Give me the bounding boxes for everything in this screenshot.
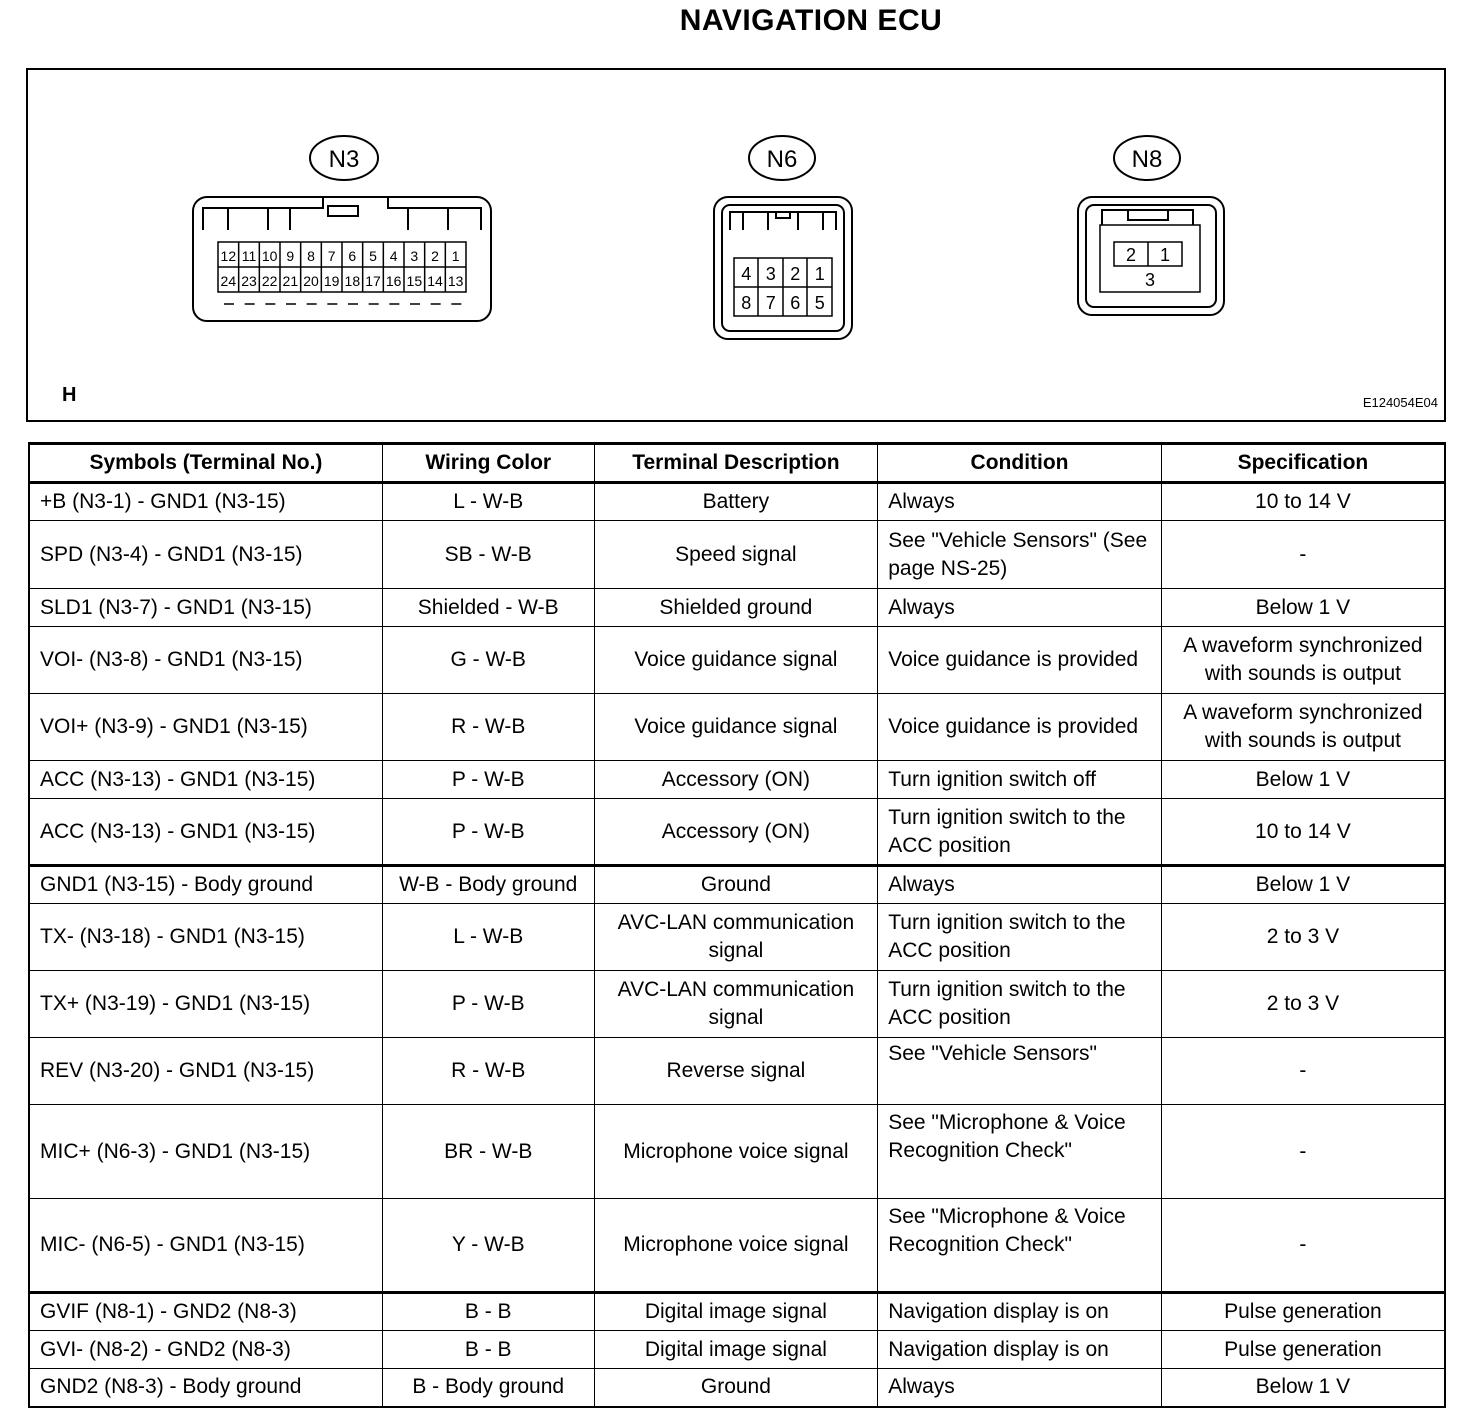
- terminal-description-cell: Reverse signal: [594, 1038, 878, 1105]
- specification-cell: Below 1 V: [1161, 866, 1445, 904]
- wiring-color-cell: B - B: [382, 1331, 594, 1369]
- pin-number: 8: [307, 248, 315, 264]
- pin-number: 1: [814, 264, 825, 284]
- pin-number: 8: [741, 293, 752, 313]
- column-header: Symbols (Terminal No.): [29, 444, 382, 483]
- symbol-cell: GVIF (N8-1) - GND2 (N8-3): [29, 1293, 382, 1331]
- symbol-cell: VOI- (N3-8) - GND1 (N3-15): [29, 627, 382, 694]
- wiring-color-cell: L - W-B: [382, 904, 594, 971]
- terminal-description-cell: Battery: [594, 483, 878, 521]
- pin-number: 5: [369, 248, 377, 264]
- pin-number: 3: [410, 248, 419, 264]
- wiring-color-cell: B - B: [382, 1293, 594, 1331]
- condition-cell: See "Microphone & Voice Recognition Check": [878, 1199, 1162, 1293]
- wiring-color-cell: P - W-B: [382, 971, 594, 1038]
- pin-number: 12: [220, 248, 237, 264]
- symbol-cell: VOI+ (N3-9) - GND1 (N3-15): [29, 694, 382, 761]
- figure-code: E124054E04: [1362, 395, 1438, 410]
- condition-cell: Navigation display is on: [878, 1331, 1162, 1369]
- symbol-cell: ACC (N3-13) - GND1 (N3-15): [29, 761, 382, 799]
- pin-number: 5: [814, 293, 825, 313]
- wiring-color-cell: BR - W-B: [382, 1105, 594, 1199]
- connector-label-n6: N6: [766, 146, 798, 173]
- specification-cell: A waveform synchronized with sounds is output: [1161, 694, 1445, 761]
- specification-cell: -: [1161, 1038, 1445, 1105]
- pin-number: 13: [447, 273, 464, 289]
- wiring-color-cell: Shielded - W-B: [382, 589, 594, 627]
- table-row: [29, 1105, 1445, 1199]
- pin-number: 10: [261, 248, 278, 264]
- condition-cell: Turn ignition switch to the ACC position: [878, 904, 1162, 971]
- symbol-cell: TX- (N3-18) - GND1 (N3-15): [29, 904, 382, 971]
- condition-cell: See "Vehicle Sensors": [878, 1038, 1162, 1105]
- pin-number: 21: [282, 273, 299, 289]
- terminal-description-cell: Voice guidance signal: [594, 694, 878, 761]
- terminal-description-cell: Accessory (ON): [594, 799, 878, 866]
- pin-number: 9: [286, 248, 295, 264]
- pin-number: 1: [1159, 245, 1171, 265]
- table-row: [29, 1038, 1445, 1105]
- table-row: [29, 483, 1445, 521]
- connector-label-n3: N3: [328, 146, 360, 173]
- pin-number: 11: [241, 248, 257, 264]
- column-header: Specification: [1161, 444, 1445, 483]
- table-row: [29, 904, 1445, 971]
- connector-diagram-svg: [28, 70, 1444, 420]
- terminal-table: [28, 442, 1446, 1408]
- condition-cell: See "Microphone & Voice Recognition Check": [878, 1105, 1162, 1199]
- condition-cell: Always: [878, 589, 1162, 627]
- pin-number: 7: [765, 293, 776, 313]
- pin-number: 6: [790, 293, 801, 313]
- table-row: [29, 799, 1445, 866]
- condition-cell: Voice guidance is provided: [878, 694, 1162, 761]
- specification-cell: 2 to 3 V: [1161, 971, 1445, 1038]
- specification-cell: -: [1161, 521, 1445, 589]
- pin-number: 19: [323, 273, 340, 289]
- wiring-color-cell: L - W-B: [382, 483, 594, 521]
- wiring-color-cell: R - W-B: [382, 694, 594, 761]
- pin-number: 18: [344, 273, 361, 289]
- pin-number: 23: [241, 273, 257, 289]
- column-header: Condition: [878, 444, 1162, 483]
- connector-diagram: [26, 68, 1446, 422]
- wiring-color-cell: P - W-B: [382, 799, 594, 866]
- symbol-cell: MIC+ (N6-3) - GND1 (N3-15): [29, 1105, 382, 1199]
- specification-cell: Below 1 V: [1161, 1369, 1445, 1407]
- terminal-description-cell: Microphone voice signal: [594, 1105, 878, 1199]
- table-row: [29, 589, 1445, 627]
- wiring-color-cell: P - W-B: [382, 761, 594, 799]
- page-title: NAVIGATION ECU: [679, 4, 943, 37]
- condition-cell: Turn ignition switch to the ACC position: [878, 971, 1162, 1038]
- symbol-cell: ACC (N3-13) - GND1 (N3-15): [29, 799, 382, 866]
- table-row: [29, 1331, 1445, 1369]
- terminal-description-cell: Shielded ground: [594, 589, 878, 627]
- pin-number: 2: [431, 248, 439, 264]
- condition-cell: Navigation display is on: [878, 1293, 1162, 1331]
- pin-number: 6: [348, 248, 357, 264]
- terminal-description-cell: Digital image signal: [594, 1331, 878, 1369]
- specification-cell: 10 to 14 V: [1161, 483, 1445, 521]
- terminal-description-cell: AVC-LAN communication signal: [594, 904, 878, 971]
- table-row: [29, 761, 1445, 799]
- pin-number: 4: [741, 264, 752, 284]
- pin-number: 16: [385, 273, 402, 289]
- wiring-color-cell: B - Body ground: [382, 1369, 594, 1407]
- condition-cell: Turn ignition switch off: [878, 761, 1162, 799]
- terminal-description-cell: Ground: [594, 1369, 878, 1407]
- pin-number: 15: [406, 273, 423, 289]
- view-code: H: [62, 384, 77, 406]
- specification-cell: A waveform synchronized with sounds is output: [1161, 627, 1445, 694]
- wiring-color-cell: Y - W-B: [382, 1199, 594, 1293]
- pin-number: 4: [389, 248, 398, 264]
- symbol-cell: GND2 (N8-3) - Body ground: [29, 1369, 382, 1407]
- wiring-color-cell: W-B - Body ground: [382, 866, 594, 904]
- table-row: [29, 694, 1445, 761]
- pin-number: 3: [1144, 270, 1156, 290]
- specification-cell: -: [1161, 1105, 1445, 1199]
- specification-cell: Pulse generation: [1161, 1293, 1445, 1331]
- terminal-description-cell: Accessory (ON): [594, 761, 878, 799]
- pin-number: 2: [1125, 245, 1137, 265]
- pin-number: 1: [451, 248, 460, 264]
- pin-number: 2: [790, 264, 801, 284]
- table-row: [29, 971, 1445, 1038]
- pin-number: 22: [261, 273, 278, 289]
- symbol-cell: GND1 (N3-15) - Body ground: [29, 866, 382, 904]
- symbol-cell: REV (N3-20) - GND1 (N3-15): [29, 1038, 382, 1105]
- condition-cell: Voice guidance is provided: [878, 627, 1162, 694]
- terminal-description-cell: Speed signal: [594, 521, 878, 589]
- symbol-cell: GVI- (N8-2) - GND2 (N8-3): [29, 1331, 382, 1369]
- specification-cell: Below 1 V: [1161, 761, 1445, 799]
- condition-cell: Always: [878, 1369, 1162, 1407]
- specification-cell: Pulse generation: [1161, 1331, 1445, 1369]
- symbol-cell: TX+ (N3-19) - GND1 (N3-15): [29, 971, 382, 1038]
- symbol-cell: +B (N3-1) - GND1 (N3-15): [29, 483, 382, 521]
- pin-number: 14: [427, 273, 443, 289]
- pin-number: 20: [303, 273, 319, 289]
- table-row: [29, 1199, 1445, 1293]
- terminal-description-cell: AVC-LAN communication signal: [594, 971, 878, 1038]
- table-row: [29, 521, 1445, 589]
- pin-number: 17: [365, 273, 381, 289]
- wiring-color-cell: SB - W-B: [382, 521, 594, 589]
- terminal-description-cell: Digital image signal: [594, 1293, 878, 1331]
- terminal-description-cell: Ground: [594, 866, 878, 904]
- specification-cell: 2 to 3 V: [1161, 904, 1445, 971]
- table-row: [29, 866, 1445, 904]
- specification-cell: Below 1 V: [1161, 589, 1445, 627]
- specification-cell: -: [1161, 1199, 1445, 1293]
- pin-number: 3: [765, 264, 776, 284]
- condition-cell: See "Vehicle Sensors" (See page NS-25): [878, 521, 1162, 589]
- column-header: Terminal Description: [594, 444, 878, 483]
- condition-cell: Always: [878, 483, 1162, 521]
- symbol-cell: MIC- (N6-5) - GND1 (N3-15): [29, 1199, 382, 1293]
- terminal-description-cell: Microphone voice signal: [594, 1199, 878, 1293]
- table-row: [29, 1369, 1445, 1407]
- table-body: [29, 483, 1445, 1407]
- table-row: [29, 627, 1445, 694]
- pin-number: 24: [220, 273, 237, 289]
- wiring-color-cell: G - W-B: [382, 627, 594, 694]
- pin-number: 7: [327, 248, 336, 264]
- terminal-description-cell: Voice guidance signal: [594, 627, 878, 694]
- symbol-cell: SPD (N3-4) - GND1 (N3-15): [29, 521, 382, 589]
- condition-cell: Always: [878, 866, 1162, 904]
- specification-cell: 10 to 14 V: [1161, 799, 1445, 866]
- symbol-cell: SLD1 (N3-7) - GND1 (N3-15): [29, 589, 382, 627]
- table-header-row: [29, 444, 1445, 483]
- wiring-color-cell: R - W-B: [382, 1038, 594, 1105]
- connector-label-n8: N8: [1131, 146, 1163, 173]
- column-header: Wiring Color: [382, 444, 594, 483]
- table-row: [29, 1293, 1445, 1331]
- condition-cell: Turn ignition switch to the ACC position: [878, 799, 1162, 866]
